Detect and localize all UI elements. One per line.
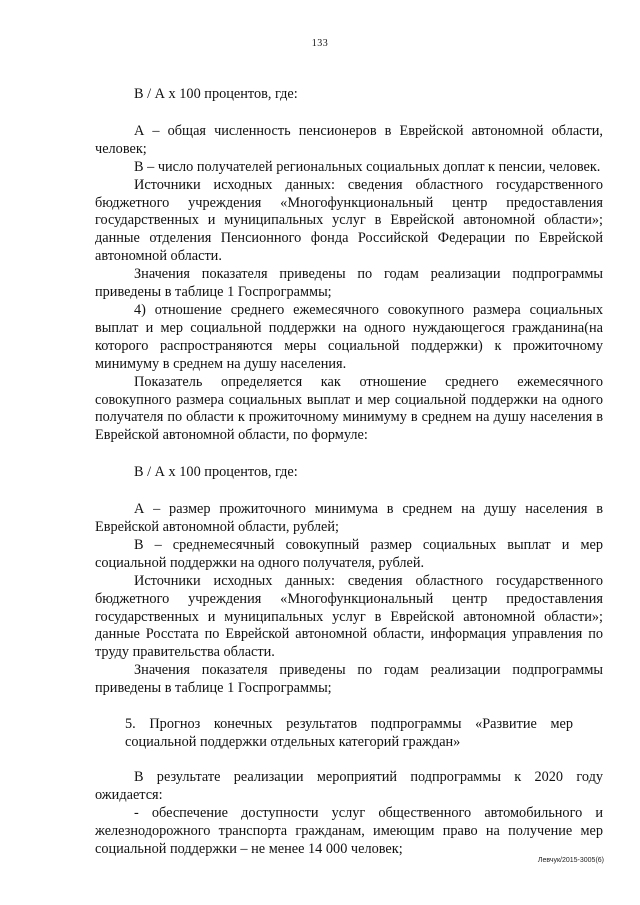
expected-result-item-1: - обеспечение доступности услуг общественного автомобильного и железнодорожного транспорта гражданам, имеющим право на получение мер социальной поддержки – не менее 14 000 человек; — [95, 804, 603, 857]
page-number: 133 — [311, 38, 329, 49]
formula-line-1: В / А х 100 процентов, где: — [134, 86, 298, 102]
indicator-values-paragraph-2: Значения показателя приведены по годам реализации подпрограммы приведены в таблице 1 Госпрограммы; — [95, 662, 603, 697]
data-sources-paragraph-1: Источники исходных данных: сведения областного государственного бюджетного учреждения «Многофункциональный центр предоставления государственных и муниципальных услуг в Еврейской автономной области»; данные отделения Пенсионного фонда Российской Федерации по Еврейской автономной области. — [95, 176, 603, 265]
expected-results-intro: В результате реализации мероприятий подпрограммы к 2020 году ожидается: — [95, 768, 603, 803]
definition-b-recipients: В – число получателей региональных социальных доплат к пенсии, человек. — [134, 158, 601, 175]
document-body — [95, 86, 603, 858]
data-sources-paragraph-2: Источники исходных данных: сведения областного государственного бюджетного учреждения «Многофункциональный центр предоставления государственных и муниципальных услуг в Еврейской автономной области»; данные Росстата по Еврейской автономной области, информация управления по труду правительства области. — [95, 572, 603, 661]
definition-a-subsistence-minimum: А – размер прожиточного минимума в среднем на душу населения в Еврейской автономной области, рублей; — [95, 501, 603, 536]
definition-b-average-payment: В – среднемесячный совокупный размер социальных выплат и мер социальной поддержки на одного получателя, рублей. — [95, 536, 603, 571]
footer-document-code: Левчук/2015-3005(6) — [537, 857, 604, 864]
definition-a-pensioners: А – общая численность пенсионеров в Еврейской автономной области, человек; — [95, 122, 603, 157]
indicator-definition-paragraph: Показатель определяется как отношение среднего ежемесячного совокупного размера социальных выплат и мер социальной поддержки на одного получателя по области к прожиточному минимуму в среднем на душу населения в Еврейской автономной области, по формуле: — [95, 373, 603, 444]
indicator-4-paragraph: 4) отношение среднего ежемесячного совокупного размера социальных выплат и мер социальной поддержки на одного нуждающегося гражданина(на которого распространяются меры социальной поддержки) к прожиточному минимуму в среднем на душу населения. — [95, 301, 603, 372]
formula-line-2: В / А х 100 процентов, где: — [134, 464, 298, 481]
section-heading-forecast: 5. Прогноз конечных результатов подпрограммы «Развитие мер социальной поддержки отдельных категорий граждан» — [125, 716, 573, 750]
indicator-values-paragraph-1: Значения показателя приведены по годам реализации подпрограммы приведены в таблице 1 Госпрограммы; — [95, 266, 603, 301]
